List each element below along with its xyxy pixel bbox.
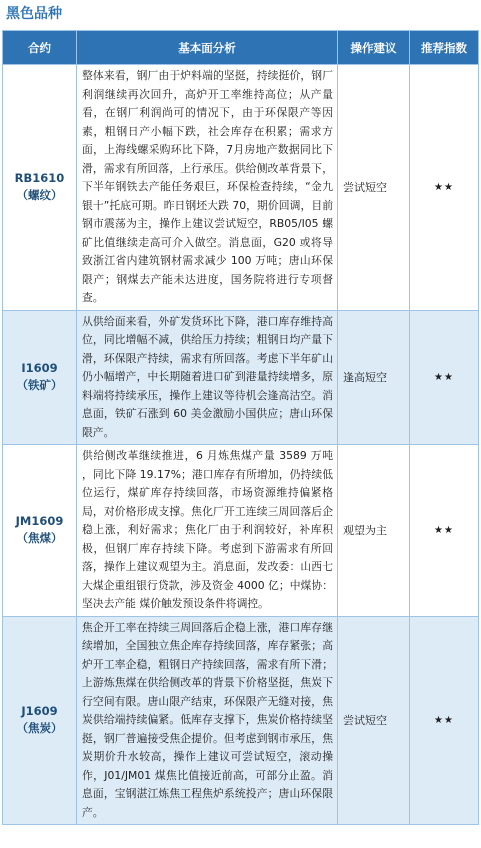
header-advice: 操作建议: [338, 31, 410, 65]
contract-cell: [3, 65, 77, 311]
rating-stars: ★★: [410, 616, 479, 825]
analysis-cell: 从供给面来看，外矿发货环比下降，港口库存维持高位，同比增幅不减，供给压力持续；粗钢日均产量下滑，环保限产持续，需求有所回落。考虑下半年矿山仍小幅增产，中长期随着进口矿到港量持续增多，原料端将持续承压，操作上建议等待机会逢高沽空。消息面，铁矿石涨到 60 美金激励小国供应；唐山环保限产。: [77, 310, 338, 445]
header-contract: 合约: [3, 31, 77, 65]
advice-cell: 尝试短空: [338, 616, 410, 825]
table-row: [3, 65, 479, 311]
table-row: [3, 445, 479, 617]
rating-stars: ★★: [410, 310, 479, 445]
contract-code: I1609: [21, 361, 58, 376]
analysis-cell: 焦企开工率在持续三周回落后企稳上涨，港口库存继续增加，全国独立焦企库存持续回落，库存紧张；高炉开工率企稳，粗钢日产持续回落，需求有所下滑；上游炼焦煤在供给侧改革的背景下价格坚挺，焦炭下行空间有限。唐山限产结束，环保限产无缝对接，焦炭供给端持续偏紧。低库存支撑下，焦炭价格持续坚挺，钢厂普遍接受焦企提价。但考虑到钢市承压，焦炭期价升水较高，操作上建议可尝试短空，滚动操作，J01/JM01 煤焦比值接近前高，可部分止盈。消息面，宝钢湛江炼焦工程焦炉系统投产；唐山环保限产。: [77, 616, 338, 825]
contract-name: （焦炭）: [16, 721, 63, 736]
contract-name: （焦煤）: [16, 531, 63, 546]
table-row: [3, 616, 479, 825]
rating-stars: ★★: [410, 445, 479, 617]
recommendation-table: [2, 30, 479, 825]
contract-cell: [3, 616, 77, 825]
section-title: 黑色品种: [6, 6, 62, 22]
header-analysis: 基本面分析: [77, 31, 338, 65]
rating-stars: ★★: [410, 65, 479, 311]
header-rating: 推荐指数: [410, 31, 479, 65]
advice-cell: 观望为主: [338, 445, 410, 617]
contract-code: JM1609: [15, 514, 64, 529]
advice-cell: 尝试短空: [338, 65, 410, 311]
contract-code: J1609: [21, 704, 58, 719]
contract-cell: [3, 310, 77, 445]
contract-name: （铁矿）: [16, 378, 63, 393]
advice-cell: 逢高短空: [338, 310, 410, 445]
contract-cell: [3, 445, 77, 617]
contract-code: RB1610: [14, 171, 65, 186]
analysis-cell: 供给侧改革继续推进，6 月炼焦煤产量 3589 万吨 ，同比下降 19.17%；港口库存有所增加，仍持续低位运行，煤矿库存持续回落，市场资源维持偏紧格局，对价格形成支撑。焦化厂开工连续三周回落后企稳上涨，利好需求；焦化厂由于利润较好，补库积极，但钢厂库存持续下降。考虑到下游需求有所回落，操作上建议观望为主。消息面，发改委：山西七大煤企重组银行贷款，涉及资金 4000 亿；中煤协：坚决去产能 煤价触发预设条件将调控。: [77, 445, 338, 617]
table-row: [3, 310, 479, 445]
analysis-cell: 整体来看，钢厂由于炉料端的坚挺，持续挺价，钢厂利润继续再次回升，高炉开工率维持高位；从产量看，在钢厂利润尚可的情况下，由于环保限产等因素，粗钢日产小幅下跌，社会库存在积累；需求方面，上海线螺采购环比下降，7月房地产数据同比下滑，需求有所回落，上行承压。供给侧改革背景下，下半年钢铁去产能任务艰巨，环保检查持续，“金九银十”托底可期。昨日钢坯大跌 70，期价回调，目前钢市震荡为主，操作上建议尝试短空，RB05/I05 螺矿比值继续走高可介入做空。消息面，G20 或将导致浙江省内建筑钢材需求减少 100 万吨；唐山环保限产；钢煤去产能未达进度，国务院将进行专项督查。: [77, 65, 338, 311]
table-header-row: [3, 31, 479, 65]
contract-name: （螺纹）: [16, 188, 63, 203]
